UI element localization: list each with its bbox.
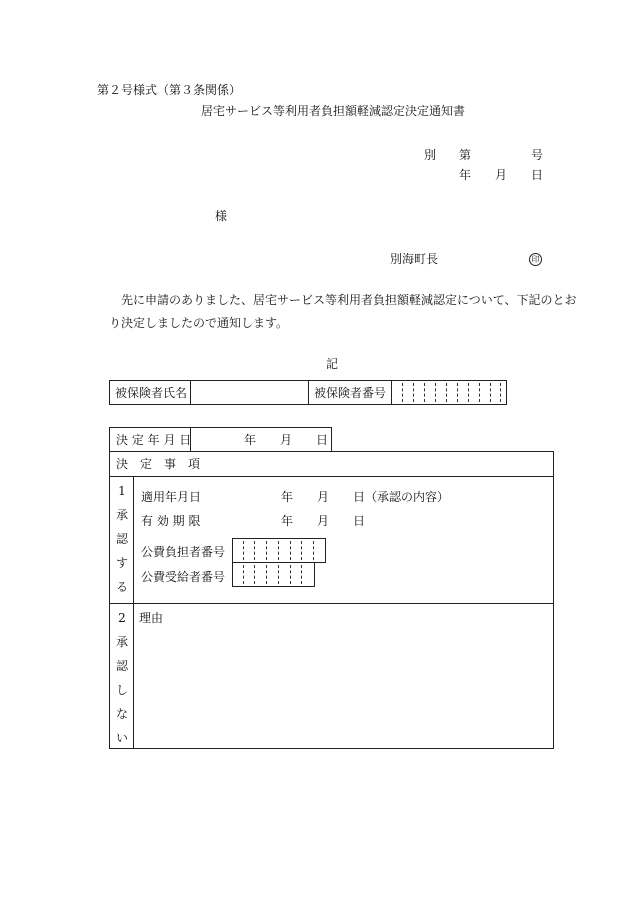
- apply-year-label: 年: [281, 490, 294, 504]
- reject-vertical-char: 承: [115, 635, 128, 649]
- header-month-label: 月: [495, 168, 508, 182]
- document-title: 居宅サービス等利用者負担額軽減認定決定通知書: [201, 104, 466, 118]
- validity-day-label: 日: [353, 514, 366, 528]
- body-text-line-1: 先に申請のありました、居宅サービス等利用者負担額軽減認定について、下記のとお: [121, 293, 577, 307]
- dai-label: 第: [459, 148, 472, 162]
- approval-content-label: （承認の内容）: [365, 490, 450, 504]
- validity-label: 有 効 期 限: [141, 514, 201, 528]
- reject-vertical-char: い: [115, 731, 128, 745]
- body-text-line-2: り決定しましたので通知します。: [109, 316, 289, 330]
- payer-number-field[interactable]: [232, 538, 326, 563]
- insured-number-field[interactable]: [392, 381, 506, 404]
- recipient-number-label: 公費受給者番号: [141, 570, 226, 584]
- reason-field[interactable]: [134, 628, 553, 748]
- insured-name-field[interactable]: [191, 381, 307, 404]
- apply-month-label: 月: [317, 490, 330, 504]
- approve-vertical-char: る: [115, 580, 128, 594]
- decision-date-label: 決 定 年 月 日: [116, 433, 192, 447]
- ki-heading: 記: [326, 357, 339, 371]
- betsu-label: 別: [424, 148, 437, 162]
- payer-number-label: 公費負担者番号: [141, 545, 226, 559]
- form-label: 第２号様式（第３条関係）: [97, 83, 242, 97]
- approve-vertical-char: 認: [115, 532, 128, 546]
- header-year-label: 年: [459, 168, 472, 182]
- validity-month-label: 月: [317, 514, 330, 528]
- reason-label: 理由: [139, 611, 164, 625]
- reject-vertical-char: な: [115, 707, 128, 721]
- apply-day-label: 日: [353, 490, 366, 504]
- seal-mark: 印: [529, 253, 542, 266]
- go-label: 号: [531, 148, 544, 162]
- reject-vertical-char: し: [115, 683, 128, 697]
- insured-table: [109, 380, 507, 405]
- decision-date-field[interactable]: [191, 428, 331, 451]
- apply-date-label: 適用年月日: [141, 490, 202, 504]
- insured-number-label: 被保険者番号: [314, 386, 387, 400]
- reject-vertical-char: 認: [115, 659, 128, 673]
- addressee-suffix: 様: [215, 209, 228, 223]
- recipient-number-field[interactable]: [232, 562, 315, 587]
- validity-year-label: 年: [281, 514, 294, 528]
- approve-vertical-char: す: [115, 556, 128, 570]
- decision-matters-table: [109, 451, 554, 749]
- insured-name-label: 被保険者氏名: [115, 386, 188, 400]
- decision-month-label: 月: [280, 433, 293, 447]
- decision-year-label: 年: [244, 433, 257, 447]
- issuer-name: 別海町長: [390, 252, 439, 266]
- decision-day-label: 日: [316, 433, 329, 447]
- header-day-label: 日: [531, 168, 544, 182]
- decision-matters-label: 決 定 事 項: [116, 457, 201, 471]
- decision-date-table: [109, 427, 332, 452]
- reject-vertical-char: 2: [118, 611, 126, 625]
- approve-vertical-char: 1: [118, 484, 126, 498]
- approve-vertical-char: 承: [115, 508, 128, 522]
